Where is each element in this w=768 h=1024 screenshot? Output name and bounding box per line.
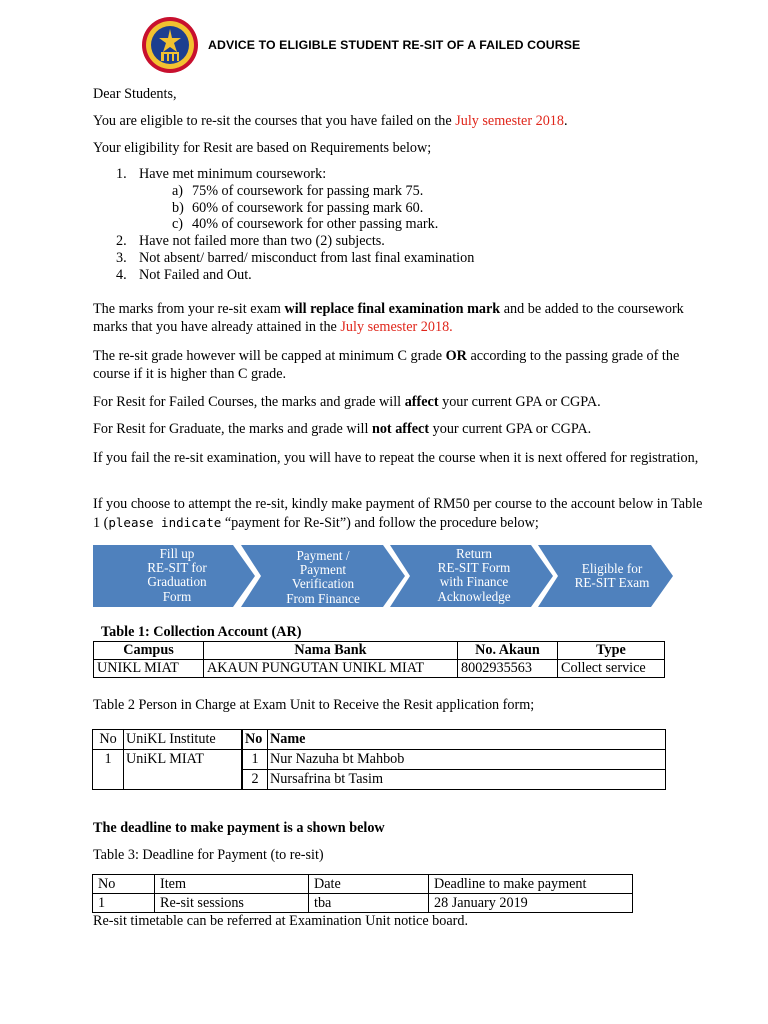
table-header: Name (268, 730, 666, 750)
table-header-row (94, 642, 665, 660)
eligibility-statement: You are eligible to re-sit the courses that you have failed on the July semester 2018. (93, 113, 568, 129)
table-cell: tba (309, 894, 429, 913)
table-header: No (242, 730, 268, 750)
table-header: No (93, 875, 155, 894)
table-cell: 28 January 2019 (429, 894, 633, 913)
table-cell: Nur Nazuha bt Mahbob (268, 750, 666, 770)
table-header-row (93, 875, 633, 894)
table-row (93, 750, 666, 770)
list-item: 4. Not Failed and Out. (116, 266, 252, 283)
list-item: c) 40% of coursework for other passing mark. (172, 216, 439, 233)
procedure-flow (93, 545, 673, 607)
grade-cap-paragraph: The re-sit grade however will be capped at minimum C grade OR according to the passing grade of the course if it is higher than C grade. (93, 348, 680, 382)
list-item: a) 75% of coursework for passing mark 75. (172, 182, 424, 199)
failed-courses-paragraph: For Resit for Failed Courses, the marks and grade will affect your current GPA or CGPA. (93, 394, 601, 410)
graduate-paragraph: For Resit for Graduate, the marks and grade will not affect your current GPA or CGPA. (93, 421, 592, 437)
table-cell: 2 (242, 770, 268, 790)
table-header: Campus (94, 642, 204, 660)
table-cell: 1 (93, 894, 155, 913)
flow-step-label: Fill up RE-SIT for Graduation Form (147, 546, 207, 604)
flow-step-label: Payment / Payment Verification From Finance (286, 548, 360, 606)
table-cell: AKAUN PUNGUTAN UNIKL MIAT (204, 660, 458, 678)
timetable-footnote: Re-sit timetable can be referred at Examination Unit notice board. (93, 913, 469, 929)
table2-caption: Table 2 Person in Charge at Exam Unit to Receive the Resit application form; (93, 697, 535, 713)
requirements-intro: Your eligibility for Resit are based on Requirements below; (93, 140, 432, 156)
table-header: No (93, 730, 124, 750)
table-header: Item (155, 875, 309, 894)
table-cell: UniKL MIAT (124, 750, 243, 790)
university-crest-icon (141, 16, 199, 74)
list-item: 1. Have met minimum coursework: a) 75% of coursework for passing mark 75. b) 60% of coursework for passing mark 60. c) 40% of coursework for other passing mark. (116, 166, 474, 233)
table3-caption: Table 3: Deadline for Payment (to re-sit) (93, 847, 324, 863)
table-header-row (93, 730, 666, 750)
deadline-heading: The deadline to make payment is a shown below (93, 820, 385, 836)
flow-step-label: Eligible for RE-SIT Exam (574, 561, 650, 591)
marks-paragraph: The marks from your re-sit exam will replace final examination mark and be added to the coursework marks that you have already attained in the July semester 2018. (93, 301, 684, 335)
table-header: Nama Bank (204, 642, 458, 660)
table-cell: 8002935563 (458, 660, 558, 678)
table-header: No. Akaun (458, 642, 558, 660)
table-row (94, 660, 665, 678)
table-header: UniKL Institute (124, 730, 243, 750)
list-item: b) 60% of coursework for passing mark 60. (172, 199, 424, 216)
table-cell: 1 (242, 750, 268, 770)
table-header: Date (309, 875, 429, 894)
list-item: 3. Not absent/ barred/ misconduct from last final examination (116, 249, 475, 266)
table-cell: UNIKL MIAT (94, 660, 204, 678)
table-row (93, 894, 633, 913)
payment-paragraph: If you choose to attempt the re-sit, kindly make payment of RM50 per course to the account below in Table 1 (please indicate “payment for Re-Sit”) and follow the procedure below; (93, 496, 703, 531)
greeting: Dear Students, (93, 86, 177, 102)
person-in-charge-table (92, 729, 666, 790)
list-item: 2. Have not failed more than two (2) subjects. (116, 233, 385, 250)
requirements-list (116, 166, 474, 284)
table-cell: Collect service (558, 660, 665, 678)
coursework-sublist (139, 183, 474, 233)
table-header: Type (558, 642, 665, 660)
table-cell: 1 (93, 750, 124, 790)
deadline-table (92, 874, 633, 913)
table-header: Deadline to make payment (429, 875, 633, 894)
table-cell: Nursafrina bt Tasim (268, 770, 666, 790)
document-title: ADVICE TO ELIGIBLE STUDENT RE-SIT OF A FAILED COURSE (208, 38, 581, 52)
table1-caption: Table 1: Collection Account (AR) (101, 624, 302, 640)
fail-resit-paragraph: If you fail the re-sit examination, you will have to repeat the course when it is next offered for registration, (93, 450, 699, 466)
flow-step-label: Return RE-SIT Form with Finance Acknowledge (437, 546, 511, 604)
collection-account-table (93, 641, 665, 678)
table-cell: Re-sit sessions (155, 894, 309, 913)
